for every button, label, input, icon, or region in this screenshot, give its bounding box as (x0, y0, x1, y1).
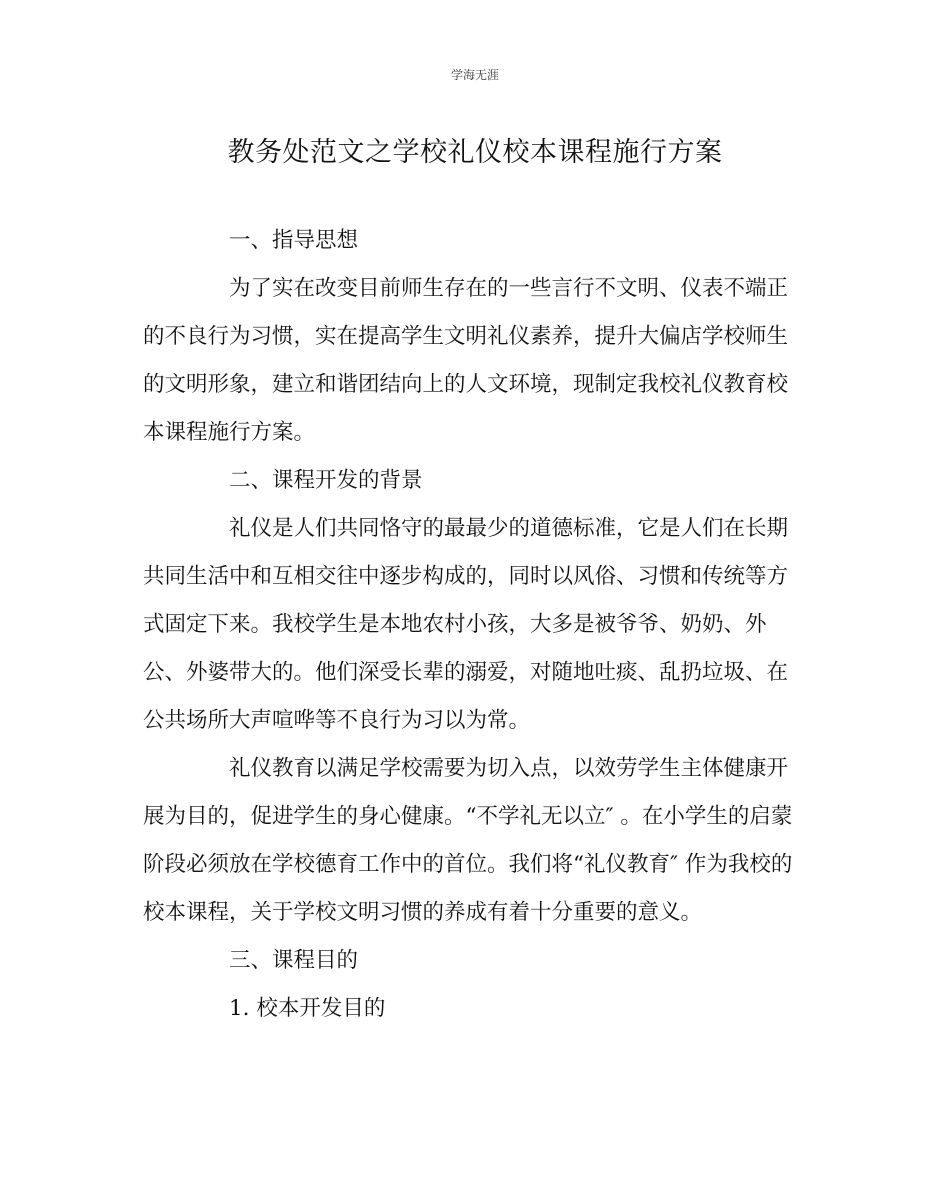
paragraph-line: 校本课程，关于学校文明习惯的养成有着十分重要的意义。 (143, 900, 703, 925)
paragraph-line: 礼仪教育以满足学校需要为切入点，以效劳学生主体健康开 (229, 756, 789, 781)
paragraph-line: 为了实在改变目前师生存在的一些言行不文明、仪表不端正 (229, 276, 789, 301)
paragraph-background-1 (143, 505, 808, 745)
paragraph-line: 公共场所大声喧哗等不良行为习以为常。 (143, 708, 531, 733)
section-heading-background: 二、课程开发的背景 (229, 468, 423, 493)
paragraph-background-2 (143, 745, 808, 937)
paragraph-line: 礼仪是人们共同恪守的最最少的道德标准，它是人们在长期 (229, 516, 789, 541)
paragraph-line: 公、外婆带大的。他们深受长辈的溺爱，对随地吐痰、乱扔垃圾、在 (143, 660, 789, 685)
paragraph-line: 式固定下来。我校学生是本地农村小孩，大多是被爷爷、奶奶、外 (143, 612, 767, 637)
paragraph-line: 共同生活中和互相交往中逐步构成的，同时以风俗、习惯和传统等方 (143, 564, 789, 589)
paragraph-line: 本课程施行方案。 (143, 420, 316, 445)
paragraph-guiding-thought (143, 265, 808, 457)
document-title: 教务处范文之学校礼仪校本课程施行方案 (227, 137, 723, 168)
page-header: 学海无涯 (450, 68, 499, 82)
subsection-heading-development-goals: 1. 校本开发目的 (229, 996, 386, 1021)
document-body (143, 217, 808, 1033)
paragraph-line: 展为目的，促进学生的身心健康。“不学礼无以立″ 。在小学生的启蒙 (143, 804, 793, 829)
paragraph-line: 的不良行为习惯，实在提高学生文明礼仪素养，提升大偏店学校师生 (143, 324, 789, 349)
paragraph-line: 的文明形象，建立和谐团结向上的人文环境，现制定我校礼仪教育校 (143, 372, 789, 397)
section-heading-course-goals: 三、课程目的 (229, 948, 359, 973)
section-heading-guiding-thought: 一、指导思想 (229, 228, 359, 253)
paragraph-line: 阶段必须放在学校德育工作中的首位。我们将“礼仪教育″ 作为我校的 (143, 852, 793, 877)
